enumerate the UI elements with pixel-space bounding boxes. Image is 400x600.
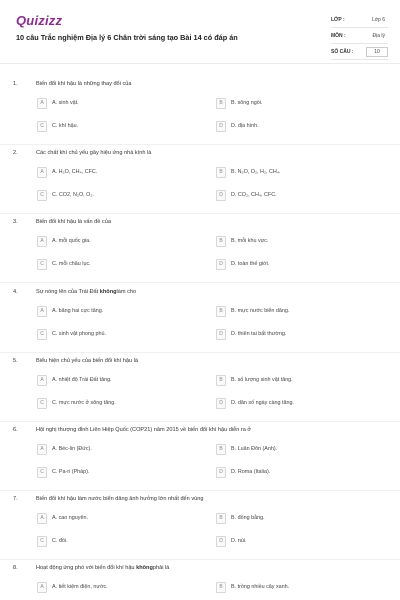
option-letter-box: B [216, 582, 226, 593]
answer-option-a[interactable] [37, 167, 197, 178]
question-text-main: Biến đổi khí hậu là vấn đề của [36, 219, 111, 226]
option-letter-box: D [216, 259, 226, 270]
answer-option-a[interactable] [37, 306, 197, 317]
option-text: C. mực nước ở sông tăng. [52, 399, 116, 406]
question-text-tail: phải là [152, 565, 170, 572]
answer-option-c[interactable] [37, 329, 197, 340]
answer-option-a[interactable] [37, 236, 197, 247]
question-text [36, 81, 376, 87]
question-number: 7. [13, 496, 18, 503]
answer-option-d[interactable] [216, 329, 376, 340]
question-text-main: Biểu hiện chủ yếu của biến đổi khí hậu là [36, 357, 139, 364]
question-block [0, 219, 400, 285]
answer-option-c[interactable] [37, 536, 197, 547]
option-letter-box: D [216, 398, 226, 409]
option-letter-box: C [37, 536, 47, 547]
answer-option-b[interactable] [216, 167, 376, 178]
option-text: D. núi. [231, 538, 247, 545]
meta-row-count [331, 44, 388, 60]
option-letter-box: D [216, 536, 226, 547]
answer-option-b[interactable] [216, 582, 376, 593]
question-text-main: Hội nghị thượng đỉnh Liên Hiệp Quốc (COP21) năm 2015 về biến đổi khí hậu diễn ra ở [36, 427, 252, 433]
option-letter-box: A [37, 306, 47, 317]
answer-option-d[interactable] [216, 467, 376, 478]
question-block [0, 427, 400, 493]
answer-option-b[interactable] [216, 306, 376, 317]
quizizz-logo: Quizizz [16, 13, 63, 28]
answer-option-d[interactable] [216, 398, 376, 409]
meta-key: LỚP : [331, 17, 345, 23]
option-letter-box: B [216, 513, 226, 524]
option-text: B. trồng nhiều cây xanh. [231, 584, 290, 591]
meta-key: MÔN : [331, 33, 346, 39]
question-divider [0, 144, 400, 145]
option-text: A. H₂O, CH₄, CFC. [52, 169, 98, 176]
option-letter-box: B [216, 375, 226, 386]
option-letter-box: C [37, 259, 47, 270]
option-letter-box: A [37, 98, 47, 109]
meta-value: 10 [366, 47, 388, 57]
answer-option-a[interactable] [37, 375, 197, 386]
question-number: 5. [13, 357, 18, 364]
question-text-main: Các chất khí chủ yếu gây hiệu ứng nhà kính là [36, 150, 152, 157]
answer-option-c[interactable] [37, 467, 197, 478]
option-text: A. cao nguyên. [52, 515, 88, 522]
option-letter-box: D [216, 329, 226, 340]
question-text-emphasis: không [136, 565, 153, 572]
question-block [0, 81, 400, 147]
answer-option-b[interactable] [216, 98, 376, 109]
question-number: 3. [13, 219, 18, 226]
answer-option-c[interactable] [37, 121, 197, 132]
question-text [36, 496, 376, 502]
option-letter-box: B [216, 306, 226, 317]
page-header [0, 0, 400, 72]
answer-option-d[interactable] [216, 121, 376, 132]
option-text: A. Béc-lin (Đức). [52, 446, 92, 452]
answer-option-b[interactable] [216, 444, 376, 455]
option-text: D. CO₂, CH₄, CFC. [231, 192, 277, 199]
meta-row-subject [331, 28, 388, 44]
question-divider [0, 282, 400, 283]
option-text: B. Luân Đôn (Anh). [231, 446, 278, 452]
page-title: 10 câu Trắc nghiệm Địa lý 6 Chân trời sáng tạo Bài 14 có đáp án [16, 33, 238, 42]
option-letter-box: A [37, 582, 47, 593]
answer-option-a[interactable] [37, 513, 197, 524]
meta-key: SỐ CÂU : [331, 49, 354, 55]
option-letter-box: C [37, 467, 47, 478]
answer-option-d[interactable] [216, 259, 376, 270]
option-letter-box: D [216, 190, 226, 201]
option-text: A. nhiệt độ Trái Đất tăng. [52, 376, 112, 383]
answer-option-c[interactable] [37, 398, 197, 409]
option-text: D. thiên tai bất thường. [231, 330, 287, 337]
option-letter-box: B [216, 98, 226, 109]
option-text: A. mỗi quốc gia. [52, 238, 91, 245]
option-letter-box: C [37, 398, 47, 409]
option-text: C. đồi. [52, 538, 68, 545]
option-text: A. băng hai cực tăng. [52, 307, 104, 314]
option-text: D. dân số ngày càng tăng. [231, 399, 294, 406]
question-divider [0, 559, 400, 560]
option-text: A. sinh vật. [52, 100, 79, 106]
meta-info [331, 12, 388, 60]
meta-value: Lớp 6 [371, 17, 385, 23]
answer-option-a[interactable] [37, 98, 197, 109]
answer-option-d[interactable] [216, 536, 376, 547]
option-text: C. Pa-ri (Pháp). [52, 469, 90, 475]
answer-option-b[interactable] [216, 236, 376, 247]
option-text: C. mỗi châu lục. [52, 261, 91, 268]
question-divider [0, 421, 400, 422]
option-text: D. toàn thế giới. [231, 261, 270, 268]
question-text [36, 289, 376, 295]
question-block [0, 565, 400, 600]
option-text: C. CO2, N₂O, O₂. [52, 192, 94, 199]
question-number: 8. [13, 565, 18, 572]
question-text [36, 219, 376, 225]
question-text [36, 427, 376, 433]
option-text: D. Roma (Italia). [231, 469, 271, 475]
question-block [0, 496, 400, 562]
option-text: B. mực nước biển dâng. [231, 307, 290, 314]
answer-option-c[interactable] [37, 190, 197, 201]
answer-option-d[interactable] [216, 190, 376, 201]
option-letter-box: B [216, 444, 226, 455]
answer-option-a[interactable] [37, 444, 197, 455]
option-text: B. đồng bằng. [231, 515, 265, 522]
question-divider [0, 213, 400, 214]
option-letter-box: A [37, 236, 47, 247]
question-divider [0, 490, 400, 491]
option-letter-box: B [216, 236, 226, 247]
option-letter-box: D [216, 467, 226, 478]
question-block [0, 289, 400, 355]
question-block [0, 150, 400, 216]
answer-option-b[interactable] [216, 375, 376, 386]
option-letter-box: C [37, 329, 47, 340]
option-text: B. sông ngòi. [231, 100, 263, 106]
question-text-emphasis: không [99, 288, 117, 295]
option-text: B. mỗi khu vực. [231, 238, 269, 245]
option-letter-box: C [37, 121, 47, 132]
answer-option-c[interactable] [37, 259, 197, 270]
question-text-main: Biến đổi khí hậu làm nước biển dâng ảnh hưởng lớn nhất đến vùng [36, 496, 204, 503]
option-letter-box: A [37, 513, 47, 524]
question-number: 6. [13, 427, 18, 433]
answer-option-b[interactable] [216, 513, 376, 524]
option-text: C. sinh vật phong phú. [52, 330, 106, 337]
question-block [0, 358, 400, 424]
option-text: D. địa hình. [231, 123, 259, 129]
option-text: A. tiết kiệm điện, nước. [52, 584, 108, 591]
question-text [36, 565, 376, 571]
question-number: 2. [13, 150, 18, 157]
header-divider [0, 63, 400, 64]
question-text-tail: làm cho [116, 288, 137, 295]
question-text-main: Hoạt động ứng phó với biến đổi khí hậu [36, 565, 137, 572]
option-letter-box: A [37, 375, 47, 386]
option-text: B. N₂O, O₂, H₂, CH₄. [231, 169, 281, 176]
option-letter-box: B [216, 167, 226, 178]
option-letter-box: A [37, 444, 47, 455]
option-text: C. khí hậu. [52, 123, 79, 129]
question-text [36, 358, 376, 364]
meta-value: Địa lý [372, 33, 385, 39]
option-letter-box: C [37, 190, 47, 201]
question-number: 1. [13, 81, 18, 87]
question-divider [0, 352, 400, 353]
meta-row-class [331, 12, 388, 28]
question-text [36, 150, 376, 156]
option-text: B. số lượng sinh vật tăng. [231, 376, 293, 383]
question-text-main: Biến đổi khí hậu là những thay đổi của [36, 81, 132, 87]
option-letter-box: A [37, 167, 47, 178]
question-text-main: Sự nóng lên của Trái Đất [36, 288, 100, 295]
option-letter-box: D [216, 121, 226, 132]
answer-option-a[interactable] [37, 582, 197, 593]
question-number: 4. [13, 288, 18, 295]
